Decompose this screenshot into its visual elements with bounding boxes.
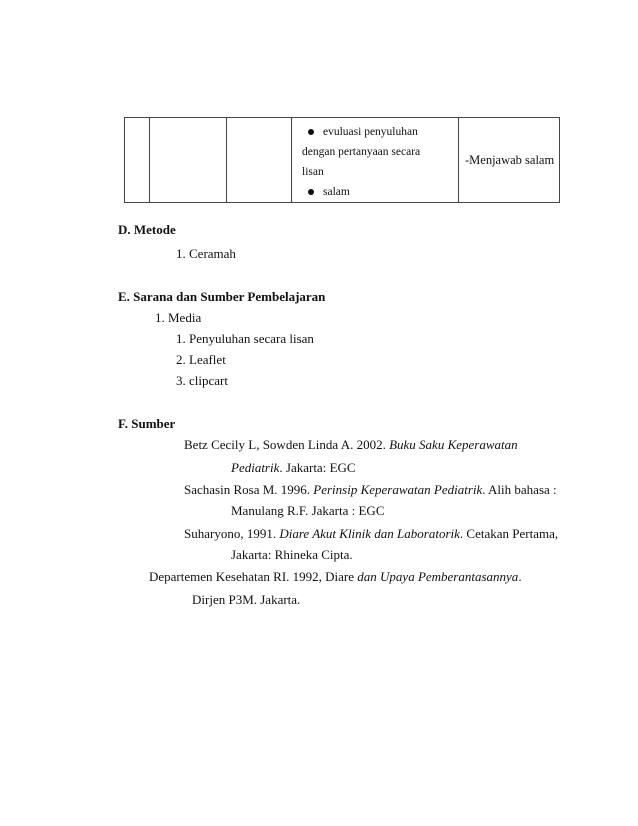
response-cell <box>459 118 560 203</box>
sub-heading-media: 1. Media <box>155 310 202 325</box>
list-item: 3. clipcart <box>176 373 228 388</box>
response-text: -Menjawab salam <box>465 152 555 167</box>
bullet-text: evuluasi penyuluhan <box>323 126 418 138</box>
reference-line-continued: Dirjen P3M. Jakarta. <box>192 592 301 607</box>
reference-line: Sachasin Rosa M. 1996. Perinsip Keperawatan Pediatrik. Alih bahasa : <box>184 482 557 497</box>
section-heading-sumber: F. Sumber <box>118 416 176 431</box>
bullet-text: salam <box>323 186 350 198</box>
reference-line: Suharyono, 1991. Diare Akut Klinik dan Laboratorik. Cetakan Pertama, <box>184 526 559 541</box>
section-heading-sarana: E. Sarana dan Sumber Pembelajaran <box>118 289 326 304</box>
table-cell <box>125 118 150 203</box>
reference-line: Betz Cecily L, Sowden Linda A. 2002. Buku Saku Keperawatan <box>184 437 518 452</box>
reference-line-continued: Jakarta: Rhineka Cipta. <box>231 547 353 562</box>
list-item <box>302 182 454 202</box>
bullet-icon <box>308 129 314 135</box>
list-item: 1. Penyuluhan secara lisan <box>176 331 314 346</box>
table-cell <box>150 118 227 203</box>
reference-line-continued: Manulang R.F. Jakarta : EGC <box>231 503 385 518</box>
bullet-icon <box>308 189 314 195</box>
activity-cell <box>292 118 459 203</box>
table-row <box>125 118 560 203</box>
section-heading-metode: D. Metode <box>118 222 176 237</box>
bullet-text-continued: dengan pertanyaan secara <box>302 146 421 158</box>
bullet-text-continued: lisan <box>302 166 324 178</box>
reference-line: Departemen Kesehatan RI. 1992, Diare dan Upaya Pemberantasannya. <box>149 569 522 584</box>
activity-table <box>124 117 560 203</box>
list-item <box>302 122 454 142</box>
table-cell <box>227 118 292 203</box>
list-item: 1. Ceramah <box>176 246 236 261</box>
reference-line-continued: Pediatrik. Jakarta: EGC <box>231 460 356 475</box>
list-item: 2. Leaflet <box>176 352 226 367</box>
